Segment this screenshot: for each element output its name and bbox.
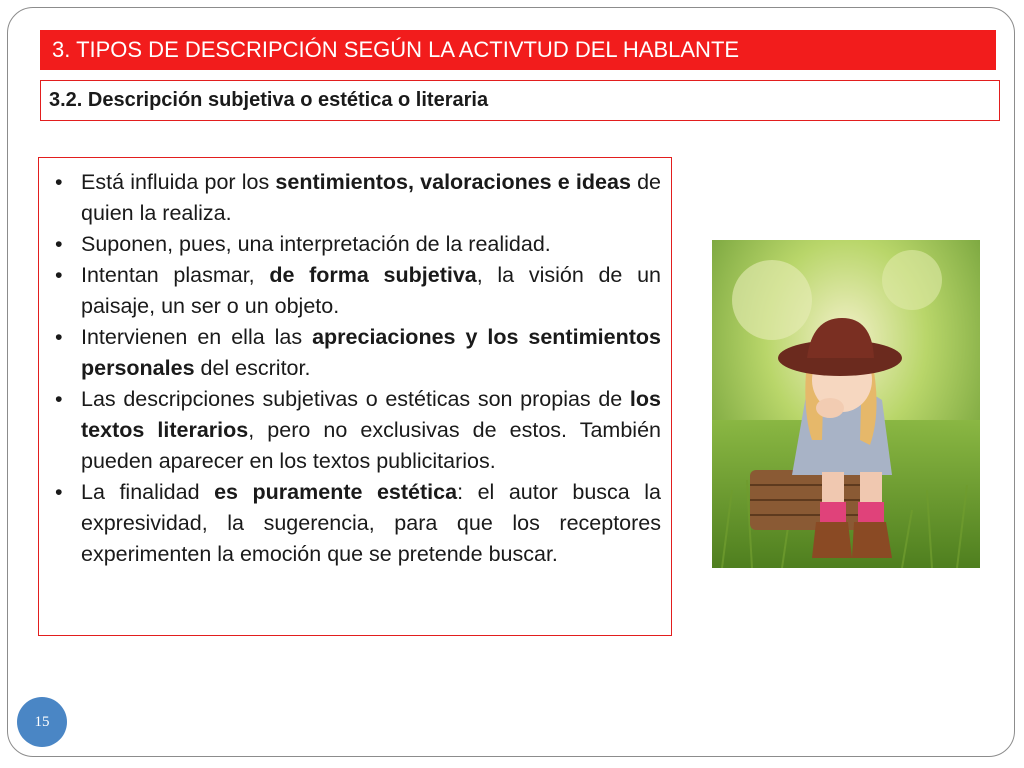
bullet-text: La finalidad <box>81 480 215 504</box>
girl-with-hat-photo <box>712 240 980 568</box>
title-bar <box>40 30 996 70</box>
slide-subtitle: 3.2. Descripción subjetiva o estética o literaria <box>49 89 489 111</box>
bullet-dot: • <box>55 387 63 411</box>
bullet-text: Intentan plasmar, <box>81 263 270 287</box>
bullet-list <box>53 167 661 570</box>
content-box <box>38 157 672 636</box>
bullet-text: , la visión de un paisaje, un ser o un objeto. <box>81 263 661 318</box>
bullet-dot: • <box>55 325 63 349</box>
bullet-item <box>53 167 661 229</box>
bullet-item <box>53 477 661 570</box>
bullet-bold-text: apreciaciones y los sentimientos personales <box>81 325 661 380</box>
bullet-text: : el autor busca la expresividad, la sugerencia, para que los receptores experimenten la emoción que se pretende buscar. <box>81 480 662 566</box>
bullet-text: Las descripciones subjetivas o estéticas son propias de <box>81 387 630 411</box>
bullet-bold-text: es puramente estética <box>214 480 458 504</box>
bullet-item <box>53 229 661 260</box>
bullet-dot: • <box>55 263 63 287</box>
bullet-item <box>53 322 661 384</box>
bullet-text: de quien la realiza. <box>81 170 661 225</box>
bullet-text: del escritor. <box>194 356 311 380</box>
bullet-item <box>53 260 661 322</box>
bullet-text: Intervienen en ella las <box>81 325 313 349</box>
bullet-dot: • <box>55 170 63 194</box>
page-number: 15 <box>34 713 50 730</box>
bullet-text: Suponen, pues, una interpretación de la realidad. <box>81 232 551 256</box>
bullet-bold-text: los textos literarios <box>81 387 661 442</box>
page-number-badge <box>17 697 67 747</box>
bullet-item <box>53 384 661 477</box>
slide-title: 3. TIPOS DE DESCRIPCIÓN SEGÚN LA ACTIVTUD DEL HABLANTE <box>52 37 740 62</box>
bullet-dot: • <box>55 232 63 256</box>
bullet-dot: • <box>55 480 63 504</box>
bullet-text: , pero no exclusivas de estos. También pueden aparecer en los textos publicitarios. <box>81 418 661 473</box>
bullet-bold-text: sentimientos, valoraciones e ideas <box>275 170 631 194</box>
bullet-bold-text: de forma subjetiva <box>269 263 477 287</box>
subtitle-box <box>40 80 1000 121</box>
bullet-text: Está influida por los <box>81 170 276 194</box>
